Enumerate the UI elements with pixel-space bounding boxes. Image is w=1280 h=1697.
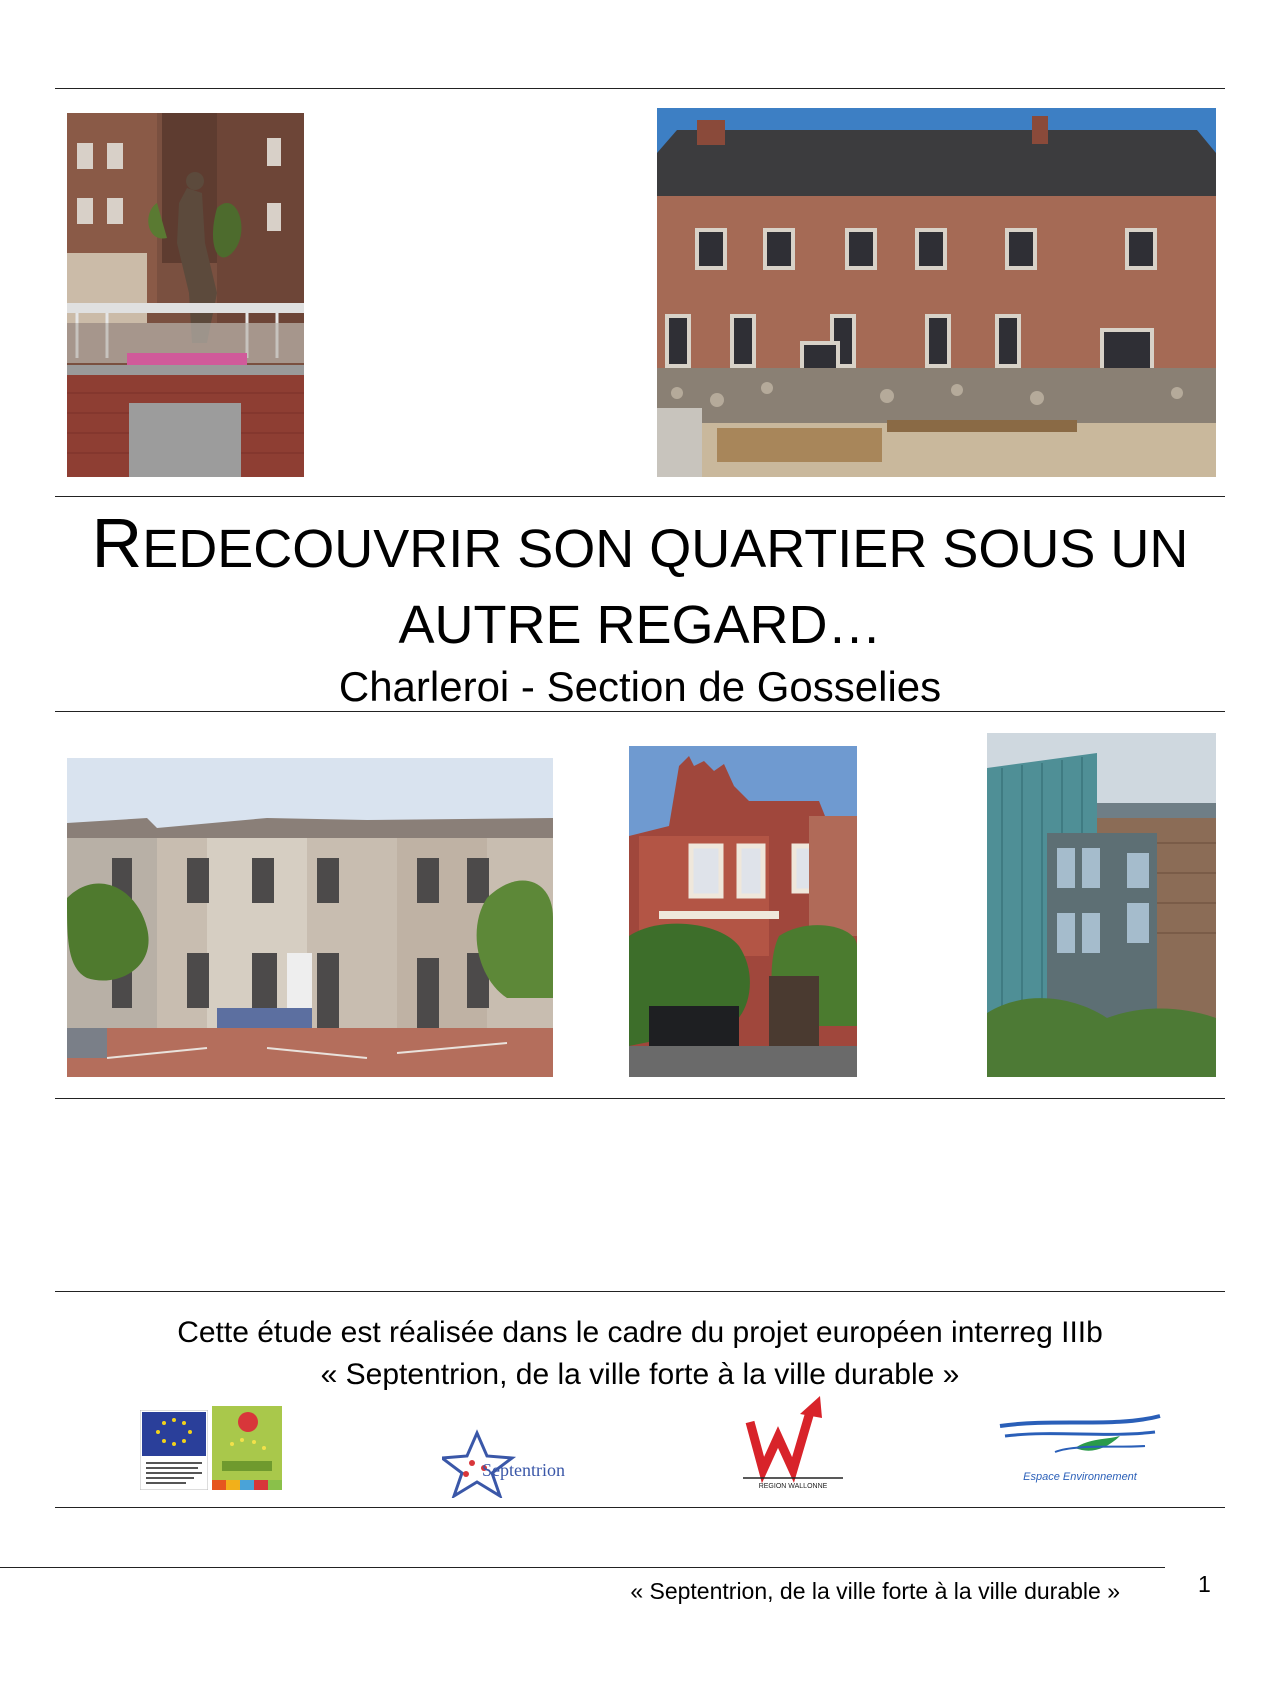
document-subtitle: Charleroi - Section de Gosselies — [338, 663, 942, 710]
title-line1: EDECOUVRIR SON QUARTIER SOUS UN — [142, 519, 1189, 579]
interreg-logo — [212, 1406, 282, 1490]
photos-bottom-rule — [55, 1098, 1225, 1099]
photo-farmhouse — [657, 108, 1216, 477]
top-rule — [55, 88, 1225, 89]
project-info — [55, 1312, 1225, 1396]
project-info-line2: « Septentrion, de la ville forte à la ville durable » — [320, 1358, 960, 1391]
logos-bottom-rule — [55, 1507, 1225, 1508]
project-info-line1: Cette étude est réalisée dans le cadre du projet européen interreg IIIb — [177, 1316, 1103, 1349]
septentrion-logo-text: Septentrion — [482, 1460, 565, 1480]
title-bottom-rule — [55, 711, 1225, 712]
title-initial: R — [91, 504, 143, 582]
region-wallonne-text: REGION WALLONNE — [758, 1483, 828, 1490]
espace-environnement-text: Espace Environnement — [1023, 1471, 1137, 1483]
title-top-rule — [55, 496, 1225, 497]
title-line2: AUTRE REGARD… — [398, 595, 882, 655]
septentrion-logo — [442, 1428, 577, 1498]
footer-text: « Septentrion, de la ville forte à la ville durable » — [630, 1578, 1120, 1604]
region-wallonne-logo — [738, 1392, 848, 1492]
espace-environnement-logo — [995, 1408, 1165, 1486]
photo-modern-building — [987, 733, 1216, 1077]
info-top-rule — [55, 1291, 1225, 1292]
photo-statue — [67, 113, 304, 477]
document-title — [55, 505, 1225, 663]
footer-rule — [0, 1567, 1165, 1568]
page-number: 1 — [1198, 1571, 1211, 1597]
photo-brick-house — [629, 746, 857, 1077]
photo-row-houses — [67, 758, 553, 1077]
eu-flag-logo — [140, 1410, 208, 1490]
